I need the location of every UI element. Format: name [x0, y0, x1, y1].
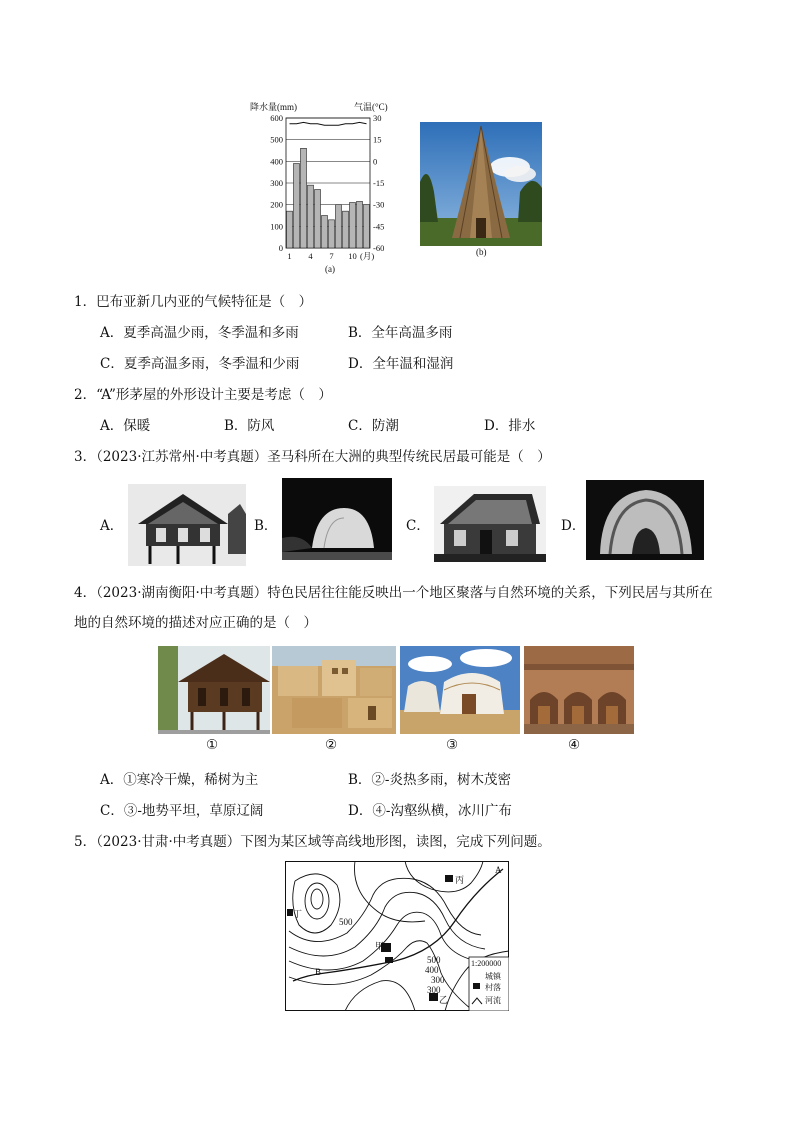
temp-axis-title: 气温(°C) — [354, 102, 388, 112]
precip-bar — [287, 211, 293, 248]
temp-tick-label: 15 — [373, 134, 382, 145]
q2-option-a: A．保暖 — [100, 418, 151, 434]
precip-tick-label: 200 — [270, 199, 283, 210]
q4-option-a: A．①寒冷干燥，稀树为主 — [100, 772, 259, 788]
precip-bar — [315, 190, 321, 249]
map-place-bing: 丙 — [455, 875, 465, 885]
q3-option-a-image — [128, 484, 246, 566]
climate-chart — [248, 96, 398, 280]
q5-stem: 5．（2023·甘肃·中考真题）下图为某区域等高线地形图，读图，完成下列问题。 — [74, 834, 551, 850]
temp-tick-label: -30 — [373, 199, 385, 210]
precip-bar — [308, 185, 314, 248]
temp-tick-label: -45 — [373, 221, 385, 232]
month-tick-label: 10 — [348, 251, 357, 261]
map-contour-stack-3: 300 — [431, 975, 445, 985]
q4-option-c: C．③-地势平坦，草原辽阔 — [100, 803, 264, 819]
map-point-a: A — [495, 865, 502, 875]
q1-option-c: C．夏季高温多雨，冬季温和少雨 — [100, 356, 300, 372]
q4-option-d: D．④-沟壑纵横，冰川广布 — [348, 803, 512, 819]
q4-image-2-earthen-houses — [272, 646, 396, 734]
map-contour-stack-4: 300 — [427, 985, 441, 995]
q4-image-label-3: ③ — [446, 737, 459, 753]
map-contour-stack-1: 500 — [427, 955, 441, 965]
precip-tick-label: 300 — [270, 178, 283, 188]
q3-stem: 3．（2023·江苏常州·中考真题）圣马科所在大洲的典型传统民居最可能是（ ） — [74, 449, 551, 465]
a-frame-hut-photo — [420, 122, 542, 246]
q1-option-a: A．夏季高温少雨，冬季温和多雨 — [100, 325, 299, 341]
q4-stem-line1: 4．（2023·湖南衡阳·中考真题）特色民居往往能反映出一个地区聚落与自然环境的关系，下列民居与其所在 — [74, 585, 713, 601]
q4-stem-line2: 地的自然环境的描述对应正确的是（ ） — [74, 615, 317, 631]
map-place-jia: 甲 — [375, 941, 385, 951]
q3-option-b-label: B． — [254, 518, 278, 534]
precip-tick-label: 100 — [270, 221, 283, 232]
month-tick-label: 1 — [287, 251, 292, 261]
temp-tick-label: 30 — [373, 113, 382, 123]
precip-bar — [357, 201, 363, 248]
q3-option-b-image — [282, 478, 392, 560]
map-place-ding: 丁 — [293, 909, 303, 919]
q2-option-b: B．防风 — [224, 418, 275, 434]
temp-tick-label: -15 — [373, 178, 385, 188]
precip-axis-title: 降水量(mm) — [250, 102, 297, 112]
map-legend-village: 村落 — [485, 983, 501, 992]
q3-option-d-label: D． — [561, 518, 586, 534]
month-unit-label: (月) — [360, 251, 375, 261]
q2-stem: 2．“A”形茅屋的外形设计主要是考虑（ ） — [74, 387, 332, 403]
climate-chart-svg — [248, 96, 398, 280]
q1-stem: 1．巴布亚新几内亚的气候特征是（ ） — [74, 294, 313, 310]
precip-bar — [364, 205, 370, 248]
q2-option-c: C．防潮 — [348, 418, 399, 434]
temp-tick-label: 0 — [373, 156, 378, 167]
q4-option-b: B．②-炎热多雨，树木茂密 — [348, 772, 511, 788]
precip-tick-label: 600 — [270, 113, 283, 123]
temperature-line — [290, 122, 367, 125]
precip-bar — [343, 211, 349, 248]
map-legend-river: 河流 — [485, 996, 501, 1005]
precip-bar — [350, 203, 356, 249]
q4-image-4-cave-dwelling — [524, 646, 634, 734]
precip-bar — [336, 205, 342, 248]
map-contour-stack-2: 400 — [425, 965, 439, 975]
month-tick-label: 4 — [308, 251, 313, 261]
q4-image-label-1: ① — [206, 737, 219, 753]
precip-tick-label: 0 — [278, 243, 283, 253]
temp-tick-label: -60 — [373, 243, 385, 253]
q1-option-b: B．全年高温多雨 — [348, 325, 453, 341]
month-tick-label: 7 — [329, 251, 334, 261]
precip-bar — [301, 148, 307, 248]
q3-option-c-image — [434, 486, 546, 562]
q1-option-d: D．全年温和湿润 — [348, 356, 454, 372]
q3-option-a-label: A． — [100, 518, 124, 534]
precip-bar — [322, 216, 328, 249]
precip-tick-label: 500 — [270, 134, 283, 145]
precip-bar — [329, 220, 335, 248]
q4-image-label-2: ② — [325, 737, 338, 753]
map-contour-500: 500 — [339, 917, 353, 927]
contour-map — [285, 861, 509, 1011]
chart-caption: (a) — [325, 264, 335, 274]
q4-image-3-yurt — [400, 646, 520, 734]
q4-image-1-stilt-house — [158, 646, 270, 734]
photo-b-caption: (b) — [476, 247, 487, 257]
precip-tick-label: 400 — [270, 156, 283, 167]
map-scale: 1:200000 — [471, 959, 502, 968]
q3-option-d-image — [586, 480, 704, 560]
q2-option-d: D．排水 — [484, 418, 536, 434]
map-point-b: B — [315, 967, 322, 977]
precip-bar — [294, 164, 300, 249]
q4-image-label-4: ④ — [568, 737, 581, 753]
map-legend-town: 城镇 — [485, 972, 501, 981]
q3-option-c-label: C． — [406, 518, 430, 534]
map-place-yi: 乙 — [439, 995, 449, 1005]
